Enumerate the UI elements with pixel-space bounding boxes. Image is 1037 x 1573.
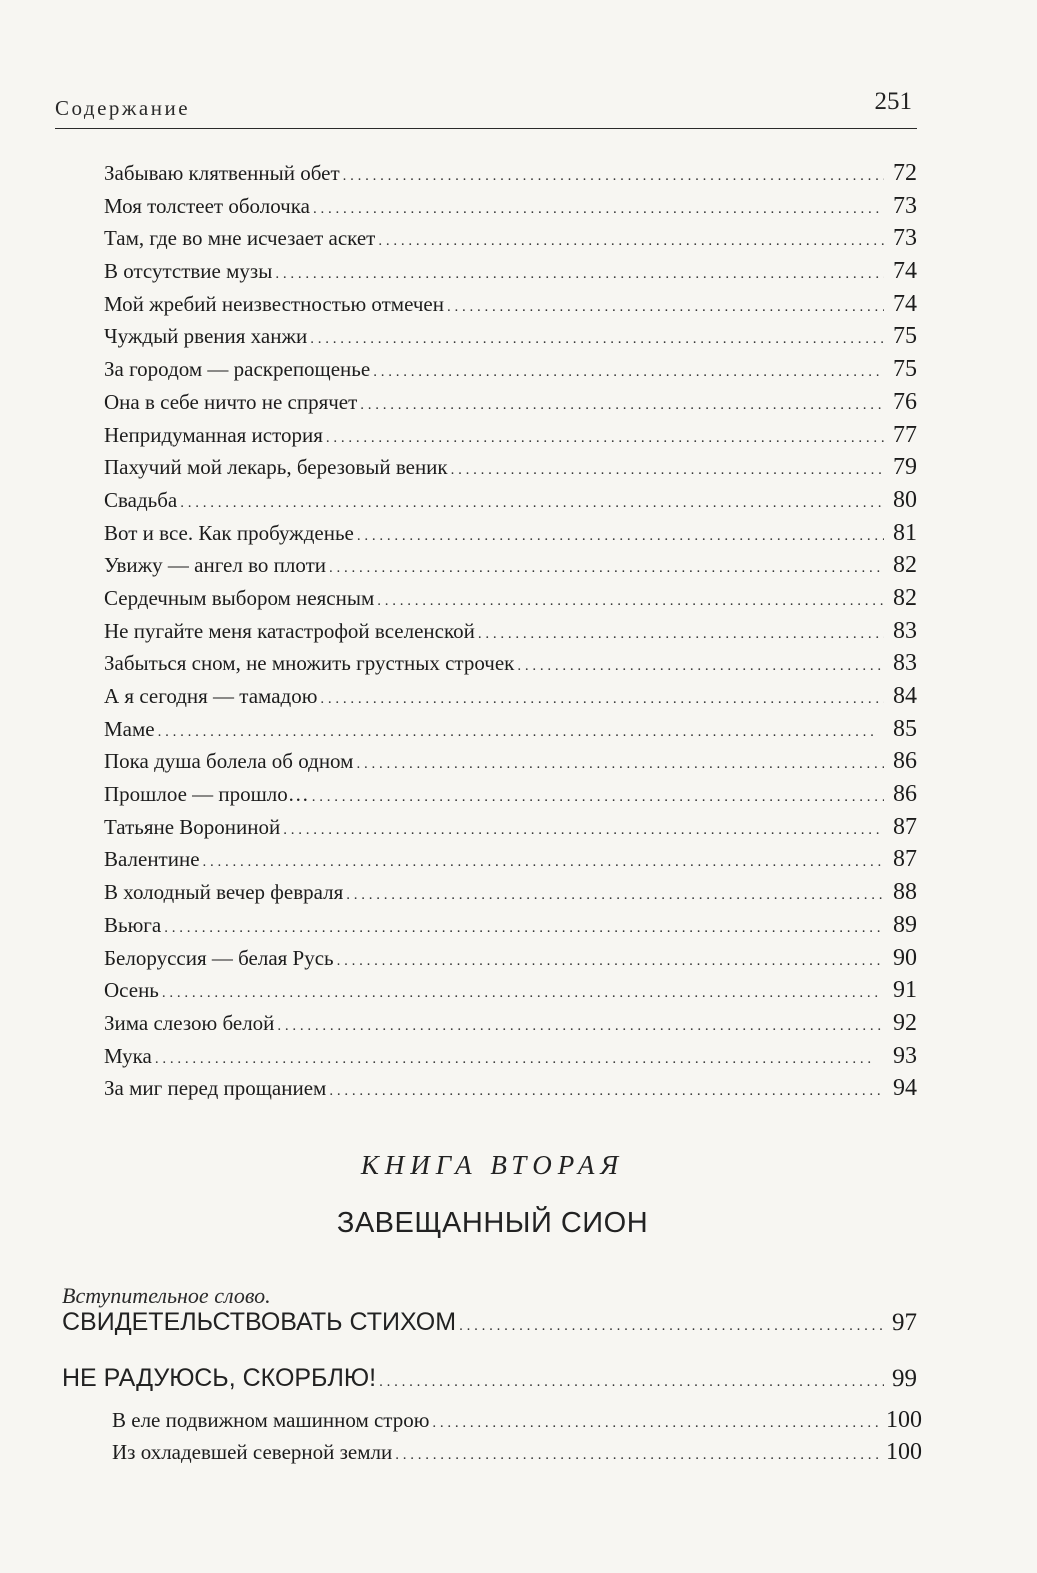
entry-title: В еле подвижном машинном строю [112,1408,430,1432]
entry-page-number: 93 [893,1042,917,1069]
entry-title: Свадьба [104,487,178,512]
toc-entry [104,879,917,912]
dot-leader [164,920,884,937]
toc-entry [104,814,917,847]
entry-title: В холодный вечер февраля [104,880,344,905]
dot-leader [447,299,884,316]
entry-page-number: 76 [893,388,917,415]
entry-title: Вьюга [104,912,162,937]
entry-title: Там, где во мне исчезает аскет [104,226,376,251]
toc-entry [112,1407,922,1439]
dot-leader [203,854,884,871]
running-title: Содержание [55,96,191,120]
dot-leader [360,397,884,414]
entry-page-number: 85 [893,715,917,742]
dot-leader [329,560,884,577]
entry-page-number: 87 [893,813,917,840]
dot-leader [377,593,884,610]
entry-page-number: 79 [893,454,917,481]
toc-entry [104,225,917,258]
entry-page-number: 73 [893,225,917,252]
entry-page-number: 74 [893,258,917,285]
dot-leader [337,953,884,970]
toc-entry [104,1043,917,1076]
dot-leader [395,1447,883,1464]
dot-leader [180,495,884,512]
entry-title: Пахучий мой лекарь, березовый веник [104,455,448,480]
entry-page-number: 83 [893,617,917,644]
entry-page-number: 82 [893,552,917,579]
dot-leader [478,626,884,643]
entry-page-number: 87 [893,846,917,873]
entry-title: Не пугайте меня катастрофой вселенской [104,618,475,643]
book-label: КНИГА ВТОРАЯ [360,1150,625,1180]
entry-page-number: 75 [893,356,917,383]
toc-sublist [112,1407,922,1471]
dot-leader [313,201,884,218]
entry-title: Белоруссия — белая Русь [104,945,334,970]
dot-leader [320,691,884,708]
entry-title: Мой жребий неизвестностью отмечен [104,291,444,316]
dot-leader [373,364,884,381]
entry-title: Пока душа болела об одном [104,749,354,774]
toc-entry [104,781,917,814]
entry-page-number: 89 [893,911,917,938]
intro-note: Вступительное слово. [62,1283,271,1308]
toc-entry [104,1075,917,1108]
entry-title: За городом — раскрепощенье [104,357,371,382]
toc-entry [104,1010,917,1043]
dot-leader [155,1051,884,1068]
dot-leader [329,1083,884,1100]
toc-entry [104,487,917,520]
entry-page-number: 80 [893,486,917,513]
entry-page-number: 88 [893,879,917,906]
section-title: СВИДЕТЕЛЬСТВОВАТЬ СТИХОМ [62,1308,457,1336]
dot-leader [283,822,884,839]
dot-leader [310,331,884,348]
entry-page-number: 75 [893,323,917,350]
section-title: НЕ РАДУЮСЬ, СКОРБЛЮ! [62,1364,377,1392]
entry-page-number: 81 [893,519,917,546]
section-page-number: 99 [892,1365,917,1392]
toc-entry [104,323,917,356]
dot-leader [346,887,884,904]
entry-page-number: 86 [893,781,917,808]
toc-entry [104,291,917,324]
toc-list [104,160,917,1108]
dot-leader [162,985,884,1002]
toc-entry [104,585,917,618]
entry-title: Чуждый рвения ханжи [104,324,308,349]
toc-entry [104,389,917,422]
dot-leader [275,266,884,283]
toc-entry [104,683,917,716]
toc-entry [104,356,917,389]
entry-title: Увижу — ангел во плоти [104,553,326,578]
dot-leader [326,430,884,447]
entry-page-number: 86 [893,748,917,775]
entry-title: Валентине [104,847,200,872]
page-number: 251 [874,88,912,115]
dot-leader [158,724,884,741]
entry-title: Из охладевшей северной земли [112,1440,393,1464]
entry-title: Мука [104,1043,152,1068]
dot-leader [357,528,884,545]
entry-page-number: 94 [893,1075,917,1102]
dot-leader [379,1374,884,1391]
entry-page-number: 77 [893,421,917,448]
entry-title: Сердечным выбором неясным [104,585,375,610]
dot-leader [432,1415,883,1432]
entry-page-number: 100 [886,1407,922,1433]
toc-entry [104,650,917,683]
toc-entry [104,552,917,585]
entry-title: Она в себе ничто не спрячет [104,389,358,414]
book-title: ЗАВЕЩАННЫЙ СИОН [336,1207,649,1239]
entry-title: Зима слезою белой [104,1010,275,1035]
dot-leader [459,1318,884,1335]
entry-title: В отсутствие музы [104,259,273,284]
entry-page-number: 72 [893,160,917,186]
entry-page-number: 82 [893,584,917,611]
toc-entry [104,520,917,553]
dot-leader [343,168,884,185]
dot-leader [378,233,884,250]
toc-entry [104,716,917,749]
section-page-number: 97 [892,1309,917,1336]
toc-entry [112,1439,922,1471]
toc-section [62,1364,917,1393]
toc-entry [104,454,917,487]
toc-entry [104,160,917,193]
entry-title: Непридуманная история [104,422,323,447]
toc-entry [104,748,917,781]
dot-leader [277,1018,884,1035]
toc-entry [104,846,917,879]
toc-entry [104,193,917,226]
entry-title: Прошлое — прошло… [104,782,309,807]
entry-page-number: 90 [893,944,917,971]
dot-leader [451,462,884,479]
toc-entry [104,618,917,651]
entry-title: Моя толстеет оболочка [104,193,310,218]
entry-title: Осень [104,978,159,1003]
entry-title: А я сегодня — тамадою [104,684,318,708]
entry-title: Забыться сном, не множить грустных строчек [104,651,515,676]
entry-page-number: 73 [893,192,917,219]
entry-page-number: 92 [893,1009,917,1036]
toc-entry [104,945,917,978]
dot-leader [356,756,884,773]
entry-title: Татьяне Ворониной [104,814,281,839]
dot-leader [312,789,884,806]
entry-page-number: 74 [893,290,917,317]
entry-title: Забываю клятвенный обет [104,161,340,185]
running-head [55,88,917,129]
entry-title: Вот и все. Как пробужденье [104,520,354,545]
entry-page-number: 83 [893,650,917,677]
toc-entry [104,258,917,291]
toc-section [62,1308,917,1337]
entry-page-number: 84 [893,683,917,709]
entry-title: Маме [104,716,155,741]
entry-page-number: 100 [886,1439,922,1465]
entry-page-number: 91 [893,977,917,1004]
toc-entry [104,977,917,1010]
toc-entry [104,912,917,945]
entry-title: За миг перед прощанием [104,1076,327,1101]
toc-entry [104,422,917,455]
dot-leader [517,658,884,675]
